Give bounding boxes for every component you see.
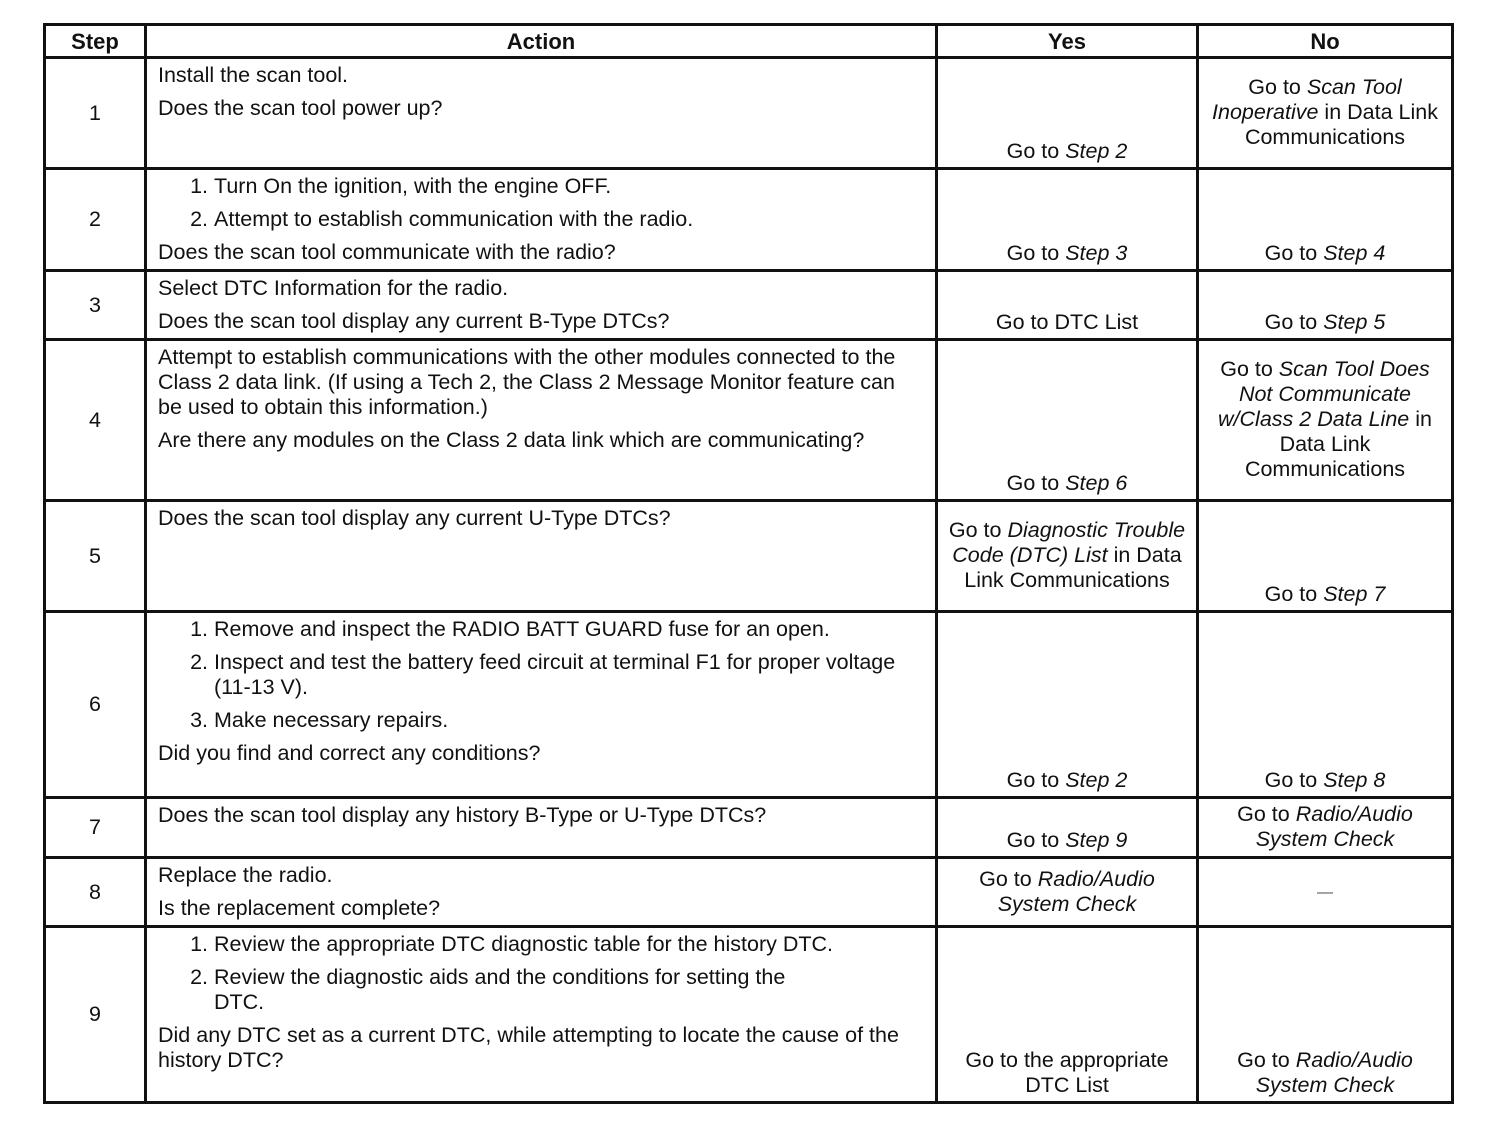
table-row-step-7 [45,798,1453,858]
header-step: Step [45,25,146,58]
table-row-step-4 [45,340,1453,501]
yes-link[interactable]: Step 9 [1065,828,1128,852]
yes-link[interactable]: Radio/Audio System Check [997,866,1155,916]
no-text: Go to [1237,802,1296,826]
action-question: Does the scan tool power up? [158,96,443,120]
no-cell [1198,612,1453,798]
table-row-step-2 [45,169,1453,271]
yes-cell [937,271,1198,340]
step-number: 9 [45,927,146,1103]
action-cell [146,271,937,340]
no-link[interactable]: Step 5 [1323,310,1386,334]
action-question: Did any DTC set as a current DTC, while attempting to locate the cause of the history DTC? [158,1023,899,1072]
no-link[interactable]: Step 7 [1323,582,1386,606]
no-link[interactable]: Step 8 [1323,768,1386,792]
action-step-item: 1. Review the appropriate DTC diagnostic table for the history DTC. [214,932,833,957]
table-row-step-8 [45,858,1453,927]
action-cell [146,798,937,858]
yes-cell [937,798,1198,858]
no-cell [1198,58,1453,169]
action-step-item: 2. Review the diagnostic aids and the conditions for setting the DTC. [214,965,833,1015]
action-question: Does the scan tool display any history B-Type or U-Type DTCs? [158,803,767,827]
yes-link[interactable]: Diagnostic Trouble Code (DTC) List [952,518,1186,567]
no-text: Go to [1264,582,1324,606]
no-link[interactable]: Scan Tool Does Not Communicate w/Class 2 Data Line [1218,357,1430,431]
action-cell [146,612,937,798]
action-step-item: 1. Remove and inspect the RADIO BATT GUARD fuse for an open. [214,617,833,642]
yes-text: Go to [1006,471,1066,495]
action-steps [158,932,923,1015]
yes-cell [937,858,1198,927]
no-link[interactable]: Scan Tool Inoperative [1212,75,1402,124]
action-text: Attempt to establish communications with the other modules connected to the Class 2 data link. (If using a Tech 2, the Class 2 Message Monitor feature can be used to obtain this information.) [158,345,896,419]
yes-cell [937,58,1198,169]
yes-cell [937,927,1198,1103]
yes-link[interactable]: Step 6 [1065,471,1128,495]
yes-text-suffix: in Data Link Communications [964,543,1182,592]
table-row-step-5 [45,501,1453,612]
step-number: 6 [45,612,146,798]
yes-link[interactable]: Step 2 [1065,139,1128,163]
table-row-step-3 [45,271,1453,340]
yes-cell [937,501,1198,612]
yes-link[interactable]: Go to the appropriate DTC List [965,1048,1169,1097]
no-text: Go to [1264,310,1324,334]
header-row [45,25,1453,58]
table-row-step-9 [45,927,1453,1103]
yes-cell [937,169,1198,271]
no-text: Go to [1248,75,1307,99]
no-cell [1198,927,1453,1103]
no-link[interactable]: Radio/Audio System Check [1255,1048,1413,1097]
action-question: Does the scan tool display any current U-Type DTCs? [158,506,671,530]
action-step-item: 1. Turn On the ignition, with the engine OFF. [214,174,923,199]
yes-text: Go to [1006,139,1066,163]
action-cell [146,169,937,271]
yes-link[interactable]: Step 2 [1065,768,1128,792]
no-text-suffix: in Data Link Communications [1244,407,1432,481]
action-step-item: 2. Inspect and test the battery feed circuit at terminal F1 for proper voltage (11-13 V). [214,650,923,700]
no-text: Go to [1264,768,1324,792]
step-number: 3 [45,271,146,340]
yes-cell [937,612,1198,798]
no-dash: — [1317,884,1333,901]
action-cell [146,501,937,612]
action-text: Install the scan tool. [158,63,349,87]
table-row-step-1 [45,58,1453,169]
no-link[interactable]: Step 4 [1323,241,1386,265]
action-step-item: 3. Make necessary repairs. [214,708,823,733]
yes-text: Go to [948,518,1008,542]
yes-link[interactable]: Step 3 [1065,241,1128,265]
yes-text: Go to [1006,828,1066,852]
action-steps [158,174,923,232]
action-text: Select DTC Information for the radio. [158,276,509,300]
yes-link[interactable]: Go to DTC List [995,310,1139,334]
action-step-item: 2. Attempt to establish communication with the radio. [214,207,923,232]
action-steps [158,617,923,733]
no-link[interactable]: Radio/Audio System Check [1255,802,1413,851]
action-question: Does the scan tool display any current B-Type DTCs? [158,309,670,333]
yes-cell [937,340,1198,501]
no-cell [1198,271,1453,340]
header-yes: Yes [937,25,1198,58]
no-text: Go to [1264,241,1324,265]
action-text: Replace the radio. [158,863,333,887]
header-no: No [1198,25,1453,58]
no-cell [1198,340,1453,501]
step-number: 7 [45,798,146,858]
action-cell [146,858,937,927]
table-row-step-6 [45,612,1453,798]
action-cell [146,340,937,501]
no-cell [1198,169,1453,271]
action-question: Does the scan tool communicate with the radio? [158,240,616,264]
action-question: Is the replacement complete? [158,896,441,920]
diagnostic-table [43,23,1454,1104]
yes-text: Go to [1006,768,1066,792]
step-number: 2 [45,169,146,271]
action-question: Are there any modules on the Class 2 data link which are communicating? [158,428,865,452]
no-text: Go to [1237,1048,1296,1072]
yes-text: Go to [1006,241,1066,265]
step-number: 8 [45,858,146,927]
no-text: Go to [1220,357,1279,381]
no-cell [1198,798,1453,858]
action-cell [146,58,937,169]
action-cell [146,927,937,1103]
action-question: Did you find and correct any conditions? [158,741,541,765]
yes-text: Go to [979,866,1038,891]
header-action: Action [146,25,937,58]
no-cell [1198,858,1453,927]
step-number: 5 [45,501,146,612]
step-number: 4 [45,340,146,501]
no-cell [1198,501,1453,612]
step-number: 1 [45,58,146,169]
no-text-suffix: in Data Link Communications [1244,100,1438,149]
